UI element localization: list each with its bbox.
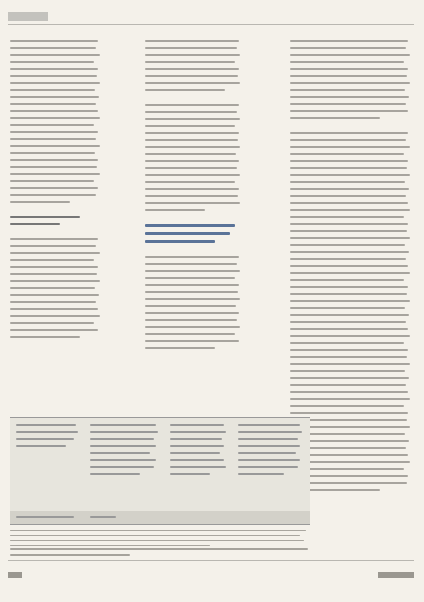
table-cell — [16, 424, 82, 452]
left-column-subheading — [10, 216, 100, 225]
table-cell — [90, 424, 160, 480]
page-number — [8, 572, 22, 578]
table-row — [10, 417, 310, 513]
table-footnote — [10, 530, 310, 550]
left-column-text — [10, 40, 100, 343]
table-cell — [238, 424, 304, 480]
table-cell — [170, 424, 228, 480]
table-cell — [16, 516, 76, 523]
running-footer — [378, 572, 414, 578]
footer-rule — [8, 560, 414, 561]
table-caption — [10, 548, 310, 560]
section-header-tab — [8, 12, 48, 21]
header-rule — [8, 24, 414, 25]
section-heading — [145, 224, 240, 243]
middle-column-text — [145, 40, 240, 354]
table-cell — [90, 516, 120, 523]
data-table — [10, 417, 310, 524]
table-row — [10, 511, 310, 525]
